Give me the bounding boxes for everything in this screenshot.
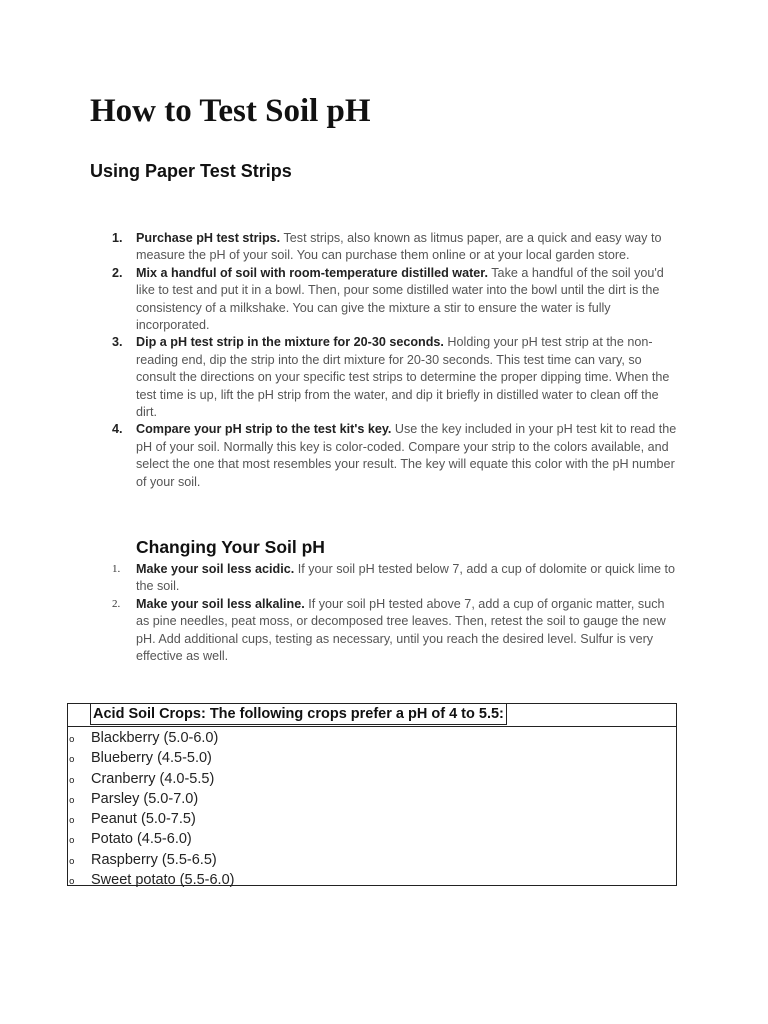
page-title: How to Test Soil pH [90, 93, 371, 129]
step-number: 2. [112, 265, 123, 280]
crop-label: Raspberry (5.5-6.5) [91, 851, 217, 868]
crop-label: Potato (4.5-6.0) [91, 831, 192, 848]
list-item [68, 728, 234, 748]
list-item [68, 789, 234, 809]
list-item [68, 829, 234, 849]
step-text: Test strips, also known as litmus paper, are a quick and easy way to measure the pH of your soil. You can purchase them online or at your local garden store. [136, 231, 662, 263]
bullet-icon: o [69, 755, 75, 766]
bullet-icon: o [69, 836, 75, 847]
crop-label: Blueberry (4.5-5.0) [91, 750, 212, 767]
bullet-icon: o [69, 775, 75, 786]
bullet-icon: o [69, 877, 75, 888]
list-item [68, 769, 234, 789]
item-lead: Make your soil less alkaline. [136, 596, 305, 611]
crop-label: Cranberry (4.0-5.5) [91, 770, 215, 787]
acid-soil-crops-box [67, 703, 677, 889]
test-steps-list [108, 230, 678, 491]
crop-label: Parsley (5.0-7.0) [91, 790, 199, 807]
bullet-icon: o [69, 856, 75, 867]
divider [68, 726, 676, 727]
step-text: Holding your pH test strip at the non-reading end, dip the strip into the dirt mixture for 20-30 seconds. This test time can vary, so consult the directions on your specific test strips to determine the proper dipping time. When the test time is up, lift the pH strip from the water, and dip it briefly in distilled water to clean off the dirt. [136, 335, 670, 420]
list-item [108, 596, 678, 666]
changing-ph-list [108, 561, 678, 665]
bullet-icon: o [69, 795, 75, 806]
step-number: 4. [112, 422, 123, 437]
crops-header: Acid Soil Crops: The following crops prefer a pH of 4 to 5.5: [90, 703, 507, 725]
item-lead: Make your soil less acidic. [136, 562, 295, 576]
item-text: If your soil pH tested above 7, add a cup of organic matter, such as pine needles, peat moss, or decomposed tree leaves. Then, retest the soil to gauge the new pH. Add additional cups, testing as necessary, until you reach the desired level. Sulfur is very effective as well. [136, 596, 666, 664]
step-lead: Dip a pH test strip in the mixture for 20-30 seconds. [136, 335, 444, 350]
section-subtitle: Using Paper Test Strips [90, 161, 292, 181]
list-item [108, 421, 678, 491]
step-text: Take a handful of the soil you'd like to test and put it in a bowl. Then, pour some distilled water into the bowl until the dirt is the consistency of a milkshake. You can give the mixture a stir to ensure the water is fully incorporated. [136, 265, 664, 333]
step-lead: Purchase pH test strips. [136, 231, 281, 245]
step-lead: Compare your pH strip to the test kit's key. [136, 422, 392, 437]
list-item [108, 561, 678, 596]
bullet-icon: o [69, 735, 75, 745]
step-text: Use the key included in your pH test kit to read the pH of your soil. Normally this key is color-coded. Compare your strip to the colors available, and select the one that most resembles your result. The key will equate this color with the pH number of your soil. [136, 422, 677, 489]
step-number: 3. [112, 335, 123, 350]
list-item [108, 230, 678, 265]
step-number: 1. [112, 231, 123, 245]
list-item [68, 870, 234, 890]
item-number: 1. [112, 563, 121, 575]
list-item [68, 850, 234, 870]
bullet-icon: o [69, 816, 75, 827]
item-text: If your soil pH tested below 7, add a cup of dolomite or quick lime to the soil. [136, 562, 676, 594]
changing-ph-heading: Changing Your Soil pH [136, 537, 325, 557]
crops-list [68, 728, 234, 890]
item-number: 2. [112, 597, 121, 610]
list-item [108, 334, 678, 421]
crop-label: Sweet potato (5.5-6.0) [91, 872, 235, 889]
list-item [68, 809, 234, 829]
step-lead: Mix a handful of soil with room-temperature distilled water. [136, 265, 488, 280]
list-item [68, 748, 234, 768]
list-item [108, 265, 678, 335]
crop-label: Peanut (5.0-7.5) [91, 811, 196, 828]
crop-label: Blackberry (5.0-6.0) [91, 730, 219, 746]
